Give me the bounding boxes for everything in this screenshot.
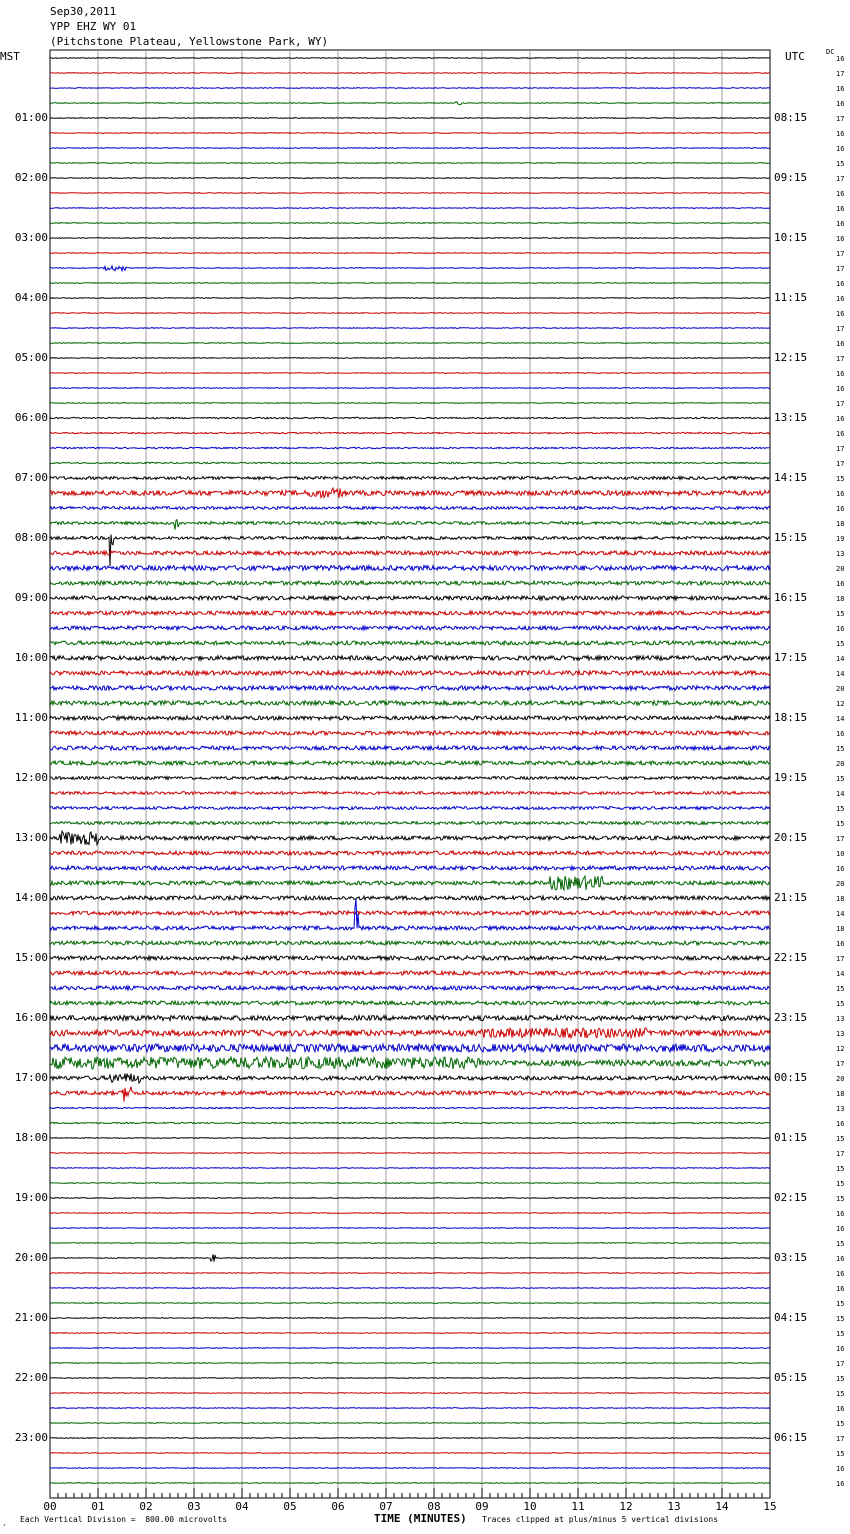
x-tick-label: 08 <box>427 1500 441 1513</box>
seismic-trace <box>50 507 770 510</box>
seismic-trace <box>50 193 770 194</box>
dc-offset-label: 15 <box>836 610 845 618</box>
mst-hour-label: 15:00 <box>14 951 48 964</box>
dc-offset-label: 16 <box>836 1225 845 1233</box>
dc-offset-label: 17 <box>836 1060 845 1068</box>
dc-offset-label: 14 <box>836 790 845 798</box>
seismic-trace <box>50 298 770 299</box>
dc-offset-label: 15 <box>836 1375 845 1383</box>
seismic-trace <box>50 1153 770 1154</box>
dc-offset-label: 16 <box>836 1345 845 1353</box>
seismic-trace <box>50 956 770 960</box>
seismic-trace <box>50 208 770 209</box>
seismic-trace <box>50 1273 770 1274</box>
dc-offset-label: 16 <box>836 505 845 513</box>
mst-hour-label: 06:00 <box>14 411 48 424</box>
seismic-trace <box>50 1468 770 1469</box>
mst-label: MST <box>0 50 20 63</box>
dc-offset-label: 15 <box>836 985 845 993</box>
dc-offset-label: 17 <box>836 445 845 453</box>
seismic-trace <box>50 163 770 164</box>
utc-hour-label: 20:15 <box>774 831 808 844</box>
dc-offset-label: 15 <box>836 1300 845 1308</box>
seismic-trace <box>50 477 770 480</box>
seismic-trace <box>50 488 770 498</box>
seismic-trace <box>50 831 770 845</box>
dc-offset-label: 17 <box>836 955 845 963</box>
dc-offset-label: 16 <box>836 340 845 348</box>
mst-hour-label: 07:00 <box>14 471 48 484</box>
seismic-trace <box>50 1453 770 1454</box>
x-tick-label: 02 <box>139 1500 153 1513</box>
dc-offset-label: 14 <box>836 910 845 918</box>
utc-hour-label: 12:15 <box>774 351 808 364</box>
utc-hour-label: 17:15 <box>774 651 808 664</box>
seismic-trace <box>50 822 770 825</box>
dc-offset-label: 15 <box>836 805 845 813</box>
dc-offset-label: 16 <box>836 1255 845 1263</box>
seismic-trace <box>50 866 770 870</box>
dc-offset-label: 16 <box>836 370 845 378</box>
dc-offset-label: 15 <box>836 475 845 483</box>
dc-offset-label: 16 <box>836 730 845 738</box>
header-date: Sep30,2011 <box>50 5 117 18</box>
seismic-trace <box>50 1213 770 1214</box>
seismic-trace <box>50 178 770 179</box>
utc-hour-label: 21:15 <box>774 891 808 904</box>
seismic-trace <box>50 911 770 915</box>
dc-offset-label: 15 <box>836 1195 845 1203</box>
x-tick-label: 04 <box>235 1500 249 1513</box>
mst-hour-label: 16:00 <box>14 1011 48 1024</box>
seismic-trace <box>50 656 770 660</box>
utc-hour-label: 11:15 <box>774 291 808 304</box>
seismic-trace <box>50 313 770 314</box>
x-tick-label: 10 <box>523 1500 537 1513</box>
dc-offset-label: 16 <box>836 100 845 108</box>
seismic-trace <box>50 118 770 119</box>
dc-offset-label: 16 <box>836 430 845 438</box>
x-tick-label: 11 <box>571 1500 585 1513</box>
dc-offset-label: 17 <box>836 70 845 78</box>
dc-offset-label: 17 <box>836 1435 845 1443</box>
mst-hour-label: 08:00 <box>14 531 48 544</box>
dc-offset-label: 17 <box>836 400 845 408</box>
utc-hour-label: 19:15 <box>774 771 808 784</box>
plot-frame <box>50 50 770 1498</box>
x-tick-label: 00 <box>43 1500 57 1513</box>
utc-hour-label: 03:15 <box>774 1251 808 1264</box>
seismic-trace <box>50 403 770 404</box>
utc-hour-label: 00:15 <box>774 1071 808 1084</box>
dc-offset-label: 20 <box>836 880 845 888</box>
x-tick-label: 07 <box>379 1500 393 1513</box>
mst-hour-label: 17:00 <box>14 1071 48 1084</box>
dc-offset-label: 20 <box>836 760 845 768</box>
dc-offset-label: 18 <box>836 520 845 528</box>
utc-hour-label: 09:15 <box>774 171 808 184</box>
dc-offset-label: 15 <box>836 1165 845 1173</box>
dc-offset-label: 20 <box>836 685 845 693</box>
mst-hour-label: 23:00 <box>14 1431 48 1444</box>
dc-offset-label: 16 <box>836 490 845 498</box>
dc-offset-label: 17 <box>836 115 845 123</box>
dc-offset-label: 15 <box>836 1450 845 1458</box>
corner-mark: ¸ <box>2 1517 7 1526</box>
utc-hour-label: 05:15 <box>774 1371 808 1384</box>
dc-offset-label: 16 <box>836 1120 845 1128</box>
seismic-trace <box>50 566 770 571</box>
x-tick-label: 06 <box>331 1500 345 1513</box>
dc-offset-label: 17 <box>836 1360 845 1368</box>
dc-offset-label: 16 <box>836 55 845 63</box>
seismic-trace <box>50 1408 770 1409</box>
utc-hour-label: 04:15 <box>774 1311 808 1324</box>
clip-note: Traces clipped at plus/minus 5 vertical divisions <box>482 1515 719 1524</box>
dc-offset-label: 10 <box>836 850 845 858</box>
mst-hour-label: 09:00 <box>14 591 48 604</box>
x-tick-label: 05 <box>283 1500 297 1513</box>
dc-offset-label: 13 <box>836 1015 845 1023</box>
seismic-trace <box>50 328 770 329</box>
seismic-trace <box>50 1044 770 1052</box>
seismic-trace <box>50 1483 770 1484</box>
mst-hour-label: 02:00 <box>14 171 48 184</box>
seismic-trace <box>50 1333 770 1334</box>
seismic-trace <box>50 807 770 810</box>
dc-offset-label: 16 <box>836 940 845 948</box>
seismic-trace <box>50 148 770 149</box>
dc-offset-label: 17 <box>836 325 845 333</box>
seismic-trace <box>50 253 770 254</box>
seismic-trace <box>50 223 770 224</box>
dc-offset-label: 16 <box>836 130 845 138</box>
dc-offset-label: 16 <box>836 415 845 423</box>
seismic-trace <box>50 1363 770 1364</box>
seismic-trace <box>50 596 770 600</box>
seismic-trace <box>50 641 770 645</box>
dc-offset-label: 15 <box>836 1420 845 1428</box>
dc-offset-label: 17 <box>836 265 845 273</box>
seismic-trace <box>50 1016 770 1021</box>
utc-label: UTC <box>785 50 805 63</box>
seismic-trace <box>50 746 770 750</box>
dc-offset-label: 12 <box>836 1045 845 1053</box>
dc-offset-label: 18 <box>836 925 845 933</box>
utc-hour-label: 02:15 <box>774 1191 808 1204</box>
seismic-trace <box>50 626 770 630</box>
seismic-trace <box>50 851 770 855</box>
mst-hour-label: 05:00 <box>14 351 48 364</box>
seismic-trace <box>50 686 770 690</box>
seismic-trace <box>50 283 770 284</box>
x-tick-label: 14 <box>715 1500 729 1513</box>
dc-offset-label: 16 <box>836 625 845 633</box>
dc-offset-label: 15 <box>836 640 845 648</box>
dc-offset-label: 14 <box>836 970 845 978</box>
dc-offset-label: 18 <box>836 595 845 603</box>
seismic-trace <box>50 1288 770 1289</box>
seismic-trace <box>50 1087 770 1102</box>
seismic-trace <box>50 876 770 890</box>
seismic-trace <box>50 581 770 585</box>
utc-hour-label: 06:15 <box>774 1431 808 1444</box>
mst-hour-label: 11:00 <box>14 711 48 724</box>
seismic-trace <box>50 1393 770 1394</box>
dc-offset-label: 15 <box>836 1240 845 1248</box>
seismic-trace <box>50 1057 770 1069</box>
seismic-trace <box>50 447 770 448</box>
scale-note: Each Vertical Division = 800.00 microvolts <box>20 1515 228 1524</box>
dc-offset-label: 14 <box>836 655 845 663</box>
mst-hour-label: 19:00 <box>14 1191 48 1204</box>
seismic-trace <box>50 417 770 418</box>
seismic-trace <box>50 731 770 735</box>
x-tick-label: 15 <box>763 1500 777 1513</box>
seismic-trace <box>50 462 770 463</box>
dc-offset-label: 15 <box>836 775 845 783</box>
mst-hour-label: 01:00 <box>14 111 48 124</box>
dc-offset-label: 16 <box>836 280 845 288</box>
seismic-trace <box>50 266 770 271</box>
seismic-trace <box>50 432 770 433</box>
seismic-trace <box>50 777 770 780</box>
dc-offset-label: 16 <box>836 1405 845 1413</box>
dc-offset-label: 15 <box>836 1000 845 1008</box>
seismic-trace <box>50 1028 770 1038</box>
seismic-trace <box>50 520 770 530</box>
dc-offset-label: 15 <box>836 1390 845 1398</box>
dc-offset-label: 14 <box>836 715 845 723</box>
header-station: YPP EHZ WY 01 <box>50 20 137 33</box>
dc-offset-label: 12 <box>836 700 845 708</box>
x-tick-label: 09 <box>475 1500 489 1513</box>
dc-offset-label: 13 <box>836 1105 845 1113</box>
dc-offset-label: 16 <box>836 145 845 153</box>
dc-offset-label: 15 <box>836 160 845 168</box>
seismic-trace <box>50 373 770 374</box>
dc-offset-label: 16 <box>836 1465 845 1473</box>
utc-hour-label: 08:15 <box>774 111 808 124</box>
dc-offset-label: 16 <box>836 190 845 198</box>
mst-hour-label: 22:00 <box>14 1371 48 1384</box>
seismic-trace <box>50 671 770 675</box>
dc-offset-label: 20 <box>836 565 845 573</box>
mst-hour-label: 18:00 <box>14 1131 48 1144</box>
dc-offset-label: 16 <box>836 220 845 228</box>
dc-offset-label: 16 <box>836 1210 845 1218</box>
dc-offset-label: 16 <box>836 85 845 93</box>
seismic-trace <box>50 1243 770 1244</box>
seismic-trace <box>50 551 770 555</box>
seismic-trace <box>50 761 770 765</box>
dc-offset-label: 15 <box>836 1315 845 1323</box>
utc-hour-label: 14:15 <box>774 471 808 484</box>
utc-hour-label: 15:15 <box>774 531 808 544</box>
seismic-trace <box>50 1228 770 1229</box>
seismic-trace <box>50 1303 770 1304</box>
seismic-trace <box>50 1183 770 1184</box>
seismic-trace <box>50 1348 770 1349</box>
dc-offset-label: 17 <box>836 175 845 183</box>
dc-label: DC <box>826 48 835 56</box>
dc-offset-label: 20 <box>836 1075 845 1083</box>
seismic-trace <box>50 58 770 59</box>
mst-hour-label: 21:00 <box>14 1311 48 1324</box>
mst-hour-label: 20:00 <box>14 1251 48 1264</box>
seismic-trace <box>50 133 770 134</box>
seismic-trace <box>50 1074 770 1083</box>
seismic-trace <box>50 1438 770 1439</box>
x-tick-label: 01 <box>91 1500 105 1513</box>
dc-offset-label: 18 <box>836 895 845 903</box>
seismic-trace <box>50 88 770 89</box>
x-tick-label: 12 <box>619 1500 633 1513</box>
dc-offset-label: 16 <box>836 1285 845 1293</box>
dc-offset-label: 15 <box>836 820 845 828</box>
seismic-trace <box>50 792 770 795</box>
mst-hour-label: 03:00 <box>14 231 48 244</box>
x-axis-title: TIME (MINUTES) <box>374 1512 467 1525</box>
seismic-trace <box>50 1198 770 1199</box>
dc-offset-label: 17 <box>836 460 845 468</box>
dc-offset-label: 15 <box>836 1135 845 1143</box>
dc-offset-label: 19 <box>836 535 845 543</box>
utc-hour-label: 18:15 <box>774 711 808 724</box>
dc-offset-label: 15 <box>836 1180 845 1188</box>
seismic-trace <box>50 73 770 74</box>
header-location: (Pitchstone Plateau, Yellowstone Park, WY) <box>50 35 329 48</box>
mst-hour-label: 04:00 <box>14 291 48 304</box>
dc-offset-label: 16 <box>836 1480 845 1488</box>
seismic-trace <box>50 1254 770 1261</box>
mst-hour-label: 14:00 <box>14 891 48 904</box>
seismic-trace <box>50 388 770 389</box>
seismic-trace <box>50 971 770 975</box>
seismic-trace <box>50 1001 770 1005</box>
seismic-trace <box>50 986 770 990</box>
utc-hour-label: 22:15 <box>774 951 808 964</box>
dc-offset-label: 13 <box>836 1030 845 1038</box>
dc-offset-label: 18 <box>836 1090 845 1098</box>
mst-hour-label: 10:00 <box>14 651 48 664</box>
seismic-trace <box>50 535 770 567</box>
dc-offset-label: 17 <box>836 250 845 258</box>
dc-offset-label: 17 <box>836 355 845 363</box>
seismic-trace <box>50 701 770 705</box>
seismic-trace <box>50 1378 770 1379</box>
utc-hour-label: 10:15 <box>774 231 808 244</box>
seismic-trace <box>50 896 770 900</box>
dc-offset-label: 16 <box>836 310 845 318</box>
seismic-trace <box>50 102 770 105</box>
seismic-trace <box>50 1318 770 1319</box>
dc-offset-label: 13 <box>836 550 845 558</box>
mst-hour-label: 12:00 <box>14 771 48 784</box>
dc-offset-label: 16 <box>836 385 845 393</box>
dc-offset-label: 15 <box>836 1330 845 1338</box>
dc-offset-label: 16 <box>836 580 845 588</box>
dc-offset-label: 17 <box>836 835 845 843</box>
seismic-trace <box>50 716 770 720</box>
utc-hour-label: 16:15 <box>774 591 808 604</box>
dc-offset-label: 16 <box>836 1270 845 1278</box>
x-tick-label: 13 <box>667 1500 681 1513</box>
utc-hour-label: 23:15 <box>774 1011 808 1024</box>
seismic-trace <box>50 343 770 344</box>
dc-offset-label: 16 <box>836 295 845 303</box>
x-tick-label: 03 <box>187 1500 201 1513</box>
seismic-trace <box>50 941 770 945</box>
seismic-trace <box>50 1107 770 1108</box>
dc-offset-label: 16 <box>836 235 845 243</box>
utc-hour-label: 13:15 <box>774 411 808 424</box>
dc-offset-label: 17 <box>836 1150 845 1158</box>
seismic-trace <box>50 1423 770 1424</box>
seismic-trace <box>50 238 770 239</box>
utc-hour-label: 01:15 <box>774 1131 808 1144</box>
seismic-trace <box>50 1122 770 1123</box>
dc-offset-label: 15 <box>836 745 845 753</box>
seismic-trace <box>50 1168 770 1169</box>
seismic-trace <box>50 358 770 359</box>
dc-offset-label: 14 <box>836 670 845 678</box>
seismic-trace <box>50 1138 770 1139</box>
seismic-trace <box>50 611 770 615</box>
mst-hour-label: 13:00 <box>14 831 48 844</box>
dc-offset-label: 16 <box>836 865 845 873</box>
dc-offset-label: 16 <box>836 205 845 213</box>
